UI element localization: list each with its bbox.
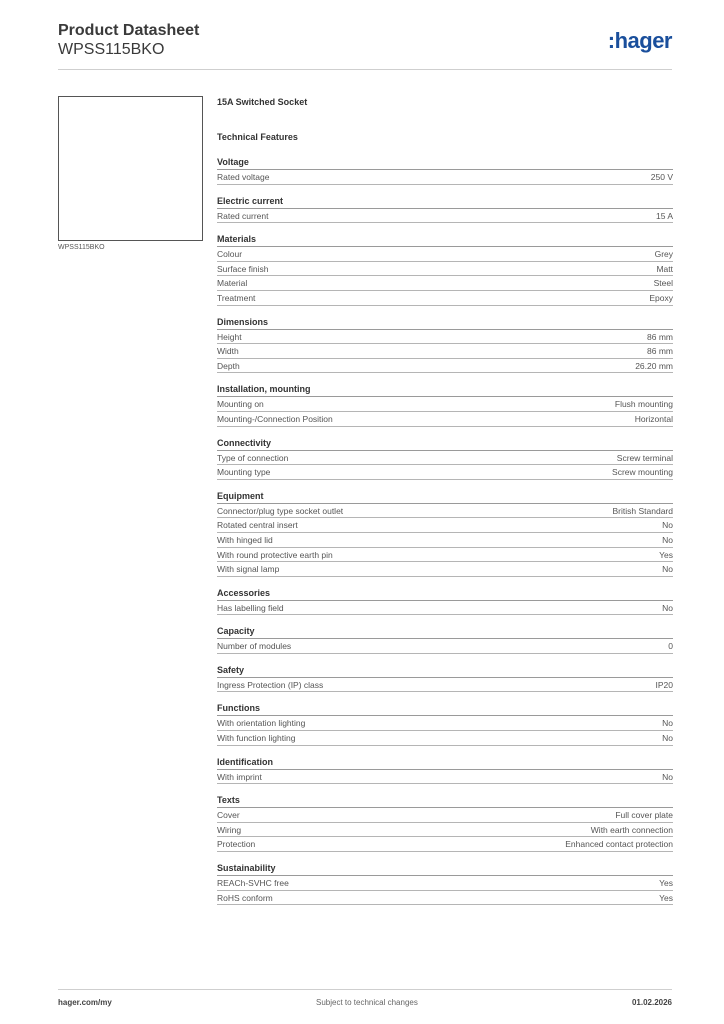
spec-row [217, 262, 673, 277]
spec-value: Steel [653, 278, 673, 289]
section-title: Electric current [217, 195, 673, 209]
spec-label: Number of modules [217, 641, 292, 652]
spec-row [217, 562, 673, 577]
logo-text: :hager [607, 28, 672, 53]
page-footer [58, 989, 672, 1008]
section-title: Voltage [217, 156, 673, 170]
spec-value: 86 mm [647, 331, 673, 342]
spec-value: 86 mm [647, 346, 673, 357]
spec-value: 26.20 mm [635, 360, 673, 371]
spec-label: Colour [217, 249, 243, 260]
spec-value: 15 A [655, 210, 673, 221]
spec-value: Enhanced contact protection [565, 839, 673, 850]
spec-value: No [662, 520, 673, 531]
spec-label: With imprint [217, 771, 262, 782]
spec-label: With function lighting [217, 733, 296, 744]
spec-label: Rated voltage [217, 172, 270, 182]
spec-section [217, 437, 673, 480]
spec-label: Width [217, 346, 239, 357]
spec-row [217, 837, 673, 852]
spec-section [217, 625, 673, 654]
spec-value: Epoxy [649, 292, 673, 303]
spec-section [217, 862, 673, 905]
section-title: Sustainability [217, 862, 673, 876]
spec-label: With round protective earth pin [217, 549, 333, 560]
spec-value: No [662, 718, 673, 729]
spec-row [217, 247, 673, 262]
spec-section [217, 664, 673, 693]
spec-row [217, 731, 673, 746]
spec-label: Treatment [217, 292, 256, 303]
spec-label: With hinged lid [217, 534, 273, 545]
spec-row [217, 330, 673, 345]
spec-label: Has labelling field [217, 602, 284, 613]
section-title: Dimensions [217, 316, 673, 330]
spec-value: Horizontal [634, 413, 673, 424]
footer-note: Subject to technical changes [316, 998, 418, 1007]
hager-logo [608, 28, 672, 54]
product-image-placeholder [58, 96, 203, 241]
spec-value: Grey [654, 249, 673, 260]
spec-label: Material [217, 278, 248, 289]
spec-value: No [662, 733, 673, 744]
spec-section [217, 587, 673, 616]
spec-row [217, 770, 673, 785]
spec-row [217, 716, 673, 731]
spec-label: Rotated central insert [217, 520, 298, 531]
spec-section [217, 233, 673, 305]
spec-section [217, 490, 673, 577]
spec-label: Rated current [217, 210, 269, 221]
spec-row [217, 465, 673, 480]
section-title: Identification [217, 756, 673, 770]
spec-value: No [662, 602, 673, 613]
footer-date: 01.02.2026 [631, 998, 672, 1007]
product-code: WPSS115BKO [58, 41, 165, 58]
spec-value: IP20 [655, 679, 673, 690]
technical-features [217, 95, 673, 905]
spec-label: Type of connection [217, 452, 289, 463]
spec-section [217, 702, 673, 745]
spec-label: Surface finish [217, 263, 269, 274]
spec-row [217, 412, 673, 427]
spec-value: Yes [659, 878, 673, 889]
spec-section [217, 156, 673, 185]
spec-value: British Standard [612, 505, 673, 516]
spec-row [217, 891, 673, 906]
spec-section [217, 383, 673, 426]
section-title: Connectivity [217, 437, 673, 451]
spec-value: With earth connection [590, 824, 673, 835]
section-title: Accessories [217, 587, 673, 601]
spec-row [217, 291, 673, 306]
spec-row [217, 639, 673, 654]
spec-label: With signal lamp [217, 564, 280, 575]
spec-label: Mounting type [217, 467, 271, 478]
spec-row [217, 533, 673, 548]
section-title: Materials [217, 233, 673, 247]
spec-section [217, 316, 673, 374]
spec-label: Mounting-/Connection Position [217, 413, 333, 424]
spec-value: Yes [659, 892, 673, 903]
spec-label: Wiring [217, 824, 242, 835]
spec-row [217, 344, 673, 359]
spec-label: Depth [217, 360, 240, 371]
spec-value: No [662, 771, 673, 782]
features-heading: Technical Features [217, 132, 298, 142]
spec-value: Screw mounting [612, 467, 673, 478]
page-header [58, 21, 672, 70]
section-title: Safety [217, 664, 673, 678]
footer-website: hager.com/my [58, 998, 112, 1007]
product-name: 15A Switched Socket [217, 97, 308, 107]
section-title: Equipment [217, 490, 673, 504]
spec-row [217, 209, 673, 224]
spec-row [217, 876, 673, 891]
section-title: Installation, mounting [217, 383, 673, 397]
spec-label: REACh-SVHC free [217, 878, 289, 889]
spec-section [217, 794, 673, 852]
spec-value: No [662, 534, 673, 545]
spec-label: Mounting on [217, 399, 264, 410]
spec-row [217, 518, 673, 533]
spec-label: Height [217, 331, 242, 342]
page-title: Product Datasheet [58, 22, 200, 39]
spec-label: Protection [217, 839, 256, 850]
spec-value: 0 [668, 641, 673, 652]
spec-value: Full cover plate [615, 810, 673, 821]
spec-row [217, 678, 673, 693]
spec-value: Matt [656, 263, 673, 274]
spec-row [217, 170, 673, 185]
spec-value: 250 V [650, 172, 673, 182]
spec-row [217, 504, 673, 519]
spec-label: Ingress Protection (IP) class [217, 679, 324, 690]
spec-row [217, 276, 673, 291]
spec-value: Screw terminal [616, 452, 673, 463]
section-title: Functions [217, 702, 673, 716]
spec-row [217, 808, 673, 823]
spec-row [217, 451, 673, 466]
spec-row [217, 548, 673, 563]
section-title: Capacity [217, 625, 673, 639]
sections-container [217, 156, 673, 905]
spec-section [217, 756, 673, 785]
product-image-caption: WPSS115BKO [58, 244, 105, 251]
spec-label: Connector/plug type socket outlet [217, 505, 344, 516]
spec-value: Flush mounting [614, 399, 673, 410]
spec-label: RoHS conform [217, 892, 273, 903]
spec-row [217, 823, 673, 838]
spec-row [217, 601, 673, 616]
spec-value: Yes [659, 549, 673, 560]
spec-value: No [662, 564, 673, 575]
section-title: Texts [217, 794, 673, 808]
spec-label: Cover [217, 810, 240, 821]
spec-row [217, 397, 673, 412]
spec-label: With orientation lighting [217, 718, 306, 729]
spec-row [217, 359, 673, 374]
spec-section [217, 195, 673, 224]
